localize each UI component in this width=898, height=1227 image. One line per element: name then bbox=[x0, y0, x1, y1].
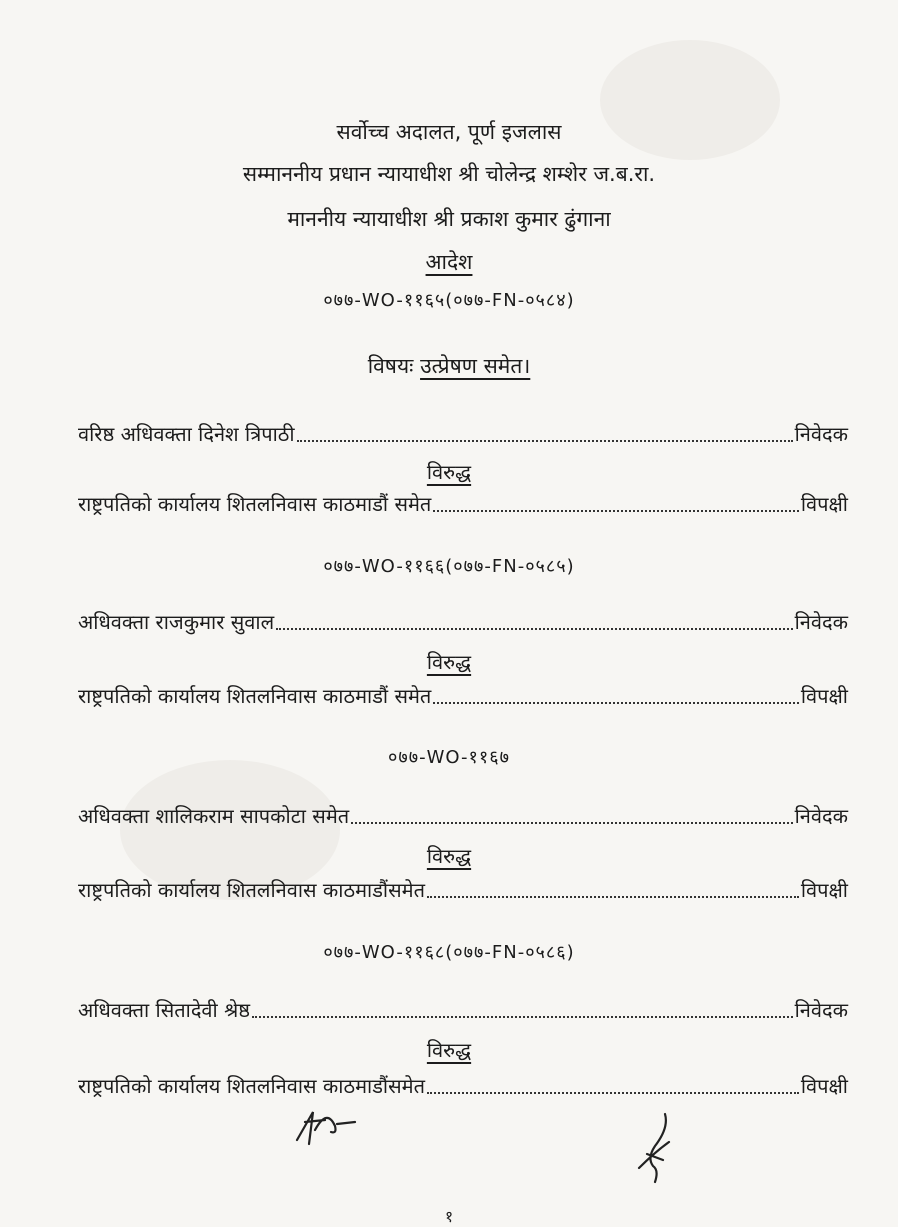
petitioner-row bbox=[78, 802, 848, 829]
dotted-leader bbox=[427, 1092, 799, 1094]
dotted-leader bbox=[427, 896, 799, 898]
petitioner-role: निवेदक bbox=[794, 610, 848, 634]
page-number: १ bbox=[444, 1207, 454, 1226]
respondent-name: राष्ट्रपतिको कार्यालय शितलनिवास काठमाडौंसमेत bbox=[78, 878, 425, 902]
respondent-name: राष्ट्रपतिको कार्यालय शितलनिवास काठमाडौंसमेत bbox=[78, 1074, 425, 1098]
chief-justice-line: सम्माननीय प्रधान न्यायाधीश श्री चोलेन्द्र शम्शेर ज.ब.रा. bbox=[242, 162, 656, 186]
petitioner-role: निवेदक bbox=[794, 422, 848, 446]
signature-left bbox=[285, 1100, 365, 1150]
respondent-name: राष्ट्रपतिको कार्यालय शितलनिवास काठमाडौं समेत bbox=[78, 492, 432, 516]
respondent-role: विपक्षी bbox=[800, 492, 848, 516]
versus-line bbox=[0, 1036, 898, 1063]
petitioner-name: अधिवक्ता शालिकराम सापकोटा समेत bbox=[78, 804, 350, 828]
justice-line: माननीय न्यायाधीश श्री प्रकाश कुमार ढुंगाना bbox=[287, 207, 611, 231]
subject-value: उत्प्रेषण समेत। bbox=[420, 354, 531, 378]
respondent-row bbox=[78, 876, 848, 903]
respondent-row bbox=[78, 490, 848, 517]
dotted-leader bbox=[351, 822, 792, 824]
versus-label: विरुद्ध bbox=[426, 460, 472, 484]
petitioner-role: निवेदक bbox=[794, 804, 848, 828]
petitioner-row bbox=[78, 608, 848, 635]
subject-label: विषयः bbox=[367, 354, 414, 378]
case-number: ०७७-WO-११६५(०७७-FN-०५८४) bbox=[323, 290, 575, 311]
versus-label: विरुद्ध bbox=[426, 1038, 472, 1062]
dotted-leader bbox=[297, 440, 793, 442]
petitioner-name: अधिवक्ता राजकुमार सुवाल bbox=[78, 610, 275, 634]
respondent-row bbox=[78, 1072, 848, 1099]
versus-line bbox=[0, 458, 898, 485]
versus-line bbox=[0, 842, 898, 869]
respondent-role: विपक्षी bbox=[800, 1074, 848, 1098]
versus-label: विरुद्ध bbox=[426, 650, 472, 674]
respondent-row bbox=[78, 682, 848, 709]
versus-line bbox=[0, 648, 898, 675]
respondent-role: विपक्षी bbox=[800, 878, 848, 902]
petitioner-row bbox=[78, 420, 848, 447]
petitioner-name: अधिवक्ता सितादेवी श्रेष्ठ bbox=[78, 998, 251, 1022]
respondent-name: राष्ट्रपतिको कार्यालय शितलनिवास काठमाडौं समेत bbox=[78, 684, 432, 708]
court-title: सर्वोच्च अदालत, पूर्ण इजलास bbox=[336, 120, 562, 144]
dotted-leader bbox=[433, 702, 798, 704]
dotted-leader bbox=[276, 628, 792, 630]
case-number: ०७७-WO-११६७ bbox=[388, 747, 510, 768]
respondent-role: विपक्षी bbox=[800, 684, 848, 708]
case-number: ०७७-WO-११६८(०७७-FN-०५८६) bbox=[323, 942, 575, 963]
case-number: ०७७-WO-११६६(०७७-FN-०५८५) bbox=[323, 556, 575, 577]
subject-line bbox=[0, 352, 898, 380]
petitioner-role: निवेदक bbox=[794, 998, 848, 1022]
dotted-leader bbox=[252, 1016, 793, 1018]
petitioner-row bbox=[78, 996, 848, 1023]
order-heading: आदेश bbox=[425, 250, 473, 274]
dotted-leader bbox=[433, 510, 798, 512]
versus-label: विरुद्ध bbox=[426, 844, 472, 868]
petitioner-name: वरिष्ठ अधिवक्ता दिनेश त्रिपाठी bbox=[78, 422, 295, 446]
signature-right bbox=[625, 1108, 685, 1188]
